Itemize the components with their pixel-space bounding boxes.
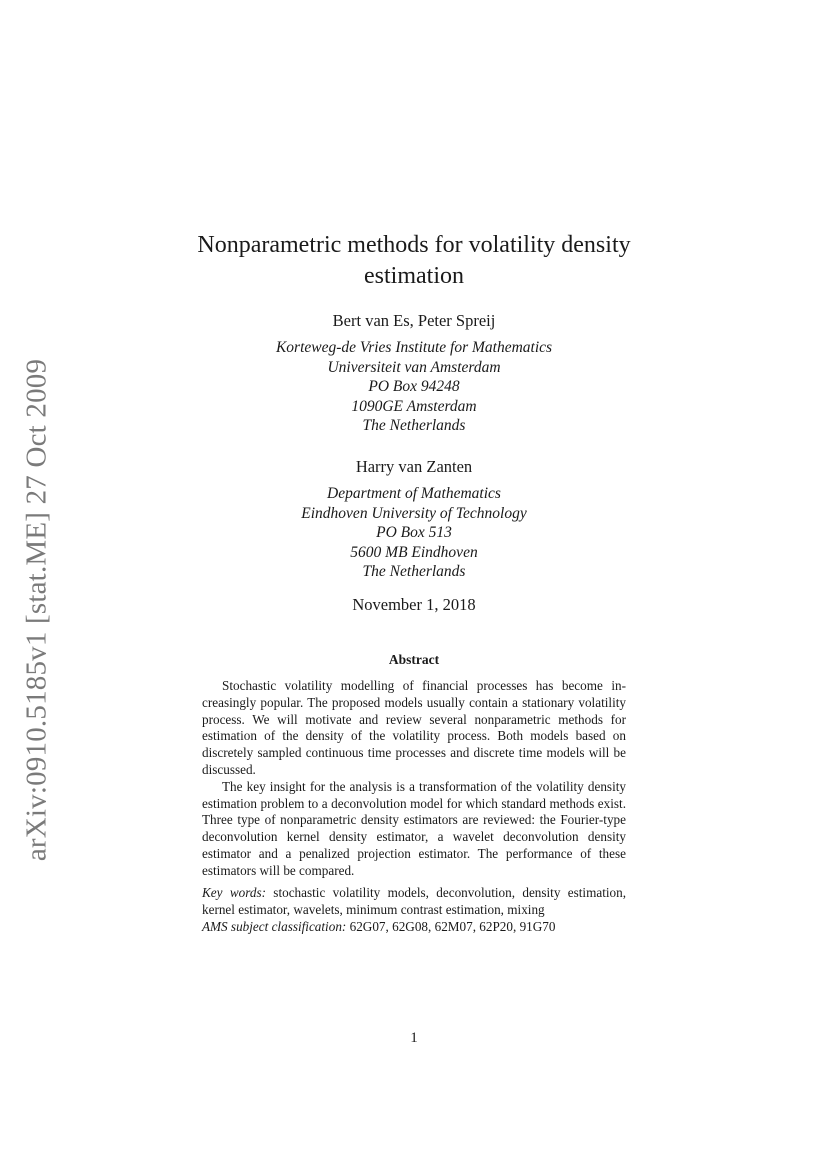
keywords-line <box>202 885 626 919</box>
affiliation-2-line-2: Eindhoven University of Technology <box>301 504 527 522</box>
affiliation-2-line-3: PO Box 513 <box>376 524 452 541</box>
authors-group-1: Bert van Es, Peter Spreij <box>332 311 496 330</box>
authors-group-2: Harry van Zanten <box>355 457 473 476</box>
title-line-2: estimation <box>364 263 464 289</box>
affiliation-1-line-4: 1090GE Amsterdam <box>351 397 477 415</box>
arxiv-identifier-stamp: arXiv:0910.5185v1 [stat.ME] 27 Oct 2009 <box>20 358 53 862</box>
abstract-heading: Abstract <box>388 652 440 667</box>
abstract-body <box>202 678 626 880</box>
affiliation-1-line-3: PO Box 94248 <box>368 378 460 395</box>
affiliation-1-line-1: Korteweg-de Vries Institute for Mathematics <box>275 339 553 356</box>
affiliation-1-line-5: The Netherlands <box>362 417 466 434</box>
abstract-paragraph-1: Stochastic volatility modelling of financial processes has become increasingly popular. The proposed models usually contain a stationary volatility process. We will motivate and review several nonparametric methods for estimation of the density of the volatility process. Both models based on discretely sampled continuous time processes and discrete time models will be discussed. <box>202 678 626 777</box>
ams-label: AMS subject classification: <box>202 918 347 934</box>
affiliation-2-line-4: 5600 MB Eindhoven <box>350 543 478 561</box>
affiliation-2-line-1: Department of Mathematics <box>327 485 501 502</box>
ams-codes: 62G07, 62G08, 62M07, 62P20, 91G70 <box>346 918 556 934</box>
page-number: 1 <box>410 1030 418 1046</box>
ams-classification-line <box>202 919 626 936</box>
affiliation-1-line-2: Universiteit van Amsterdam <box>327 358 501 376</box>
abstract-paragraph-2: The key insight for the analysis is a transformation of the volatility density estimation problem to a deconvolution model for which standard methods exist. Three type of nonparametric density estimators are reviewed: the Fourier-type deconvolution kernel density estimator, a wavelet deconvolution density estimator and a penalized projection estimator. The performance of these estimators will be compared. <box>202 778 626 878</box>
keywords-section <box>202 885 626 935</box>
keywords-label: Key words: <box>202 885 266 900</box>
keywords-text: stochastic volatility models, deconvolution, density estimation, kernel estimator, wavelets, minimum contrast estimation, mixing <box>202 885 627 917</box>
affiliation-2-line-5: The Netherlands <box>362 563 466 580</box>
paper-date: November 1, 2018 <box>352 595 476 614</box>
title-line-1: Nonparametric methods for volatility density <box>197 232 631 258</box>
paper-title <box>0 230 828 292</box>
